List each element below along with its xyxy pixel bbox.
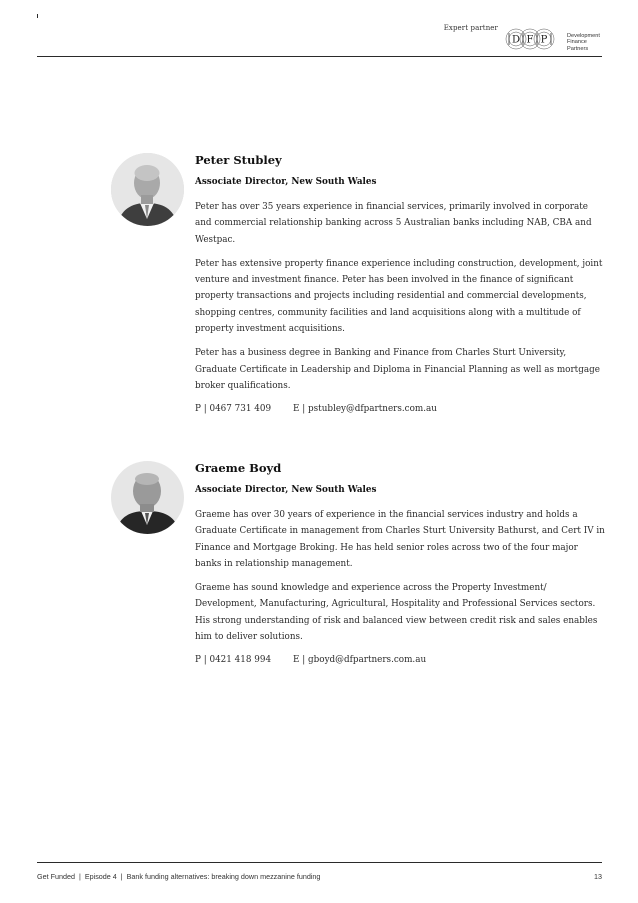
logo-letter-p: P bbox=[540, 34, 548, 46]
header-corner-mark bbox=[37, 14, 38, 18]
bio-paragraph: Graeme has sound knowledge and experience across the Property Investment/ Development, Manufacturing, Agricultural, Hospitality and Professional Services sectors. His strong understanding of risk and balanced view between credit risk and sales enables him to deliver solutions. bbox=[195, 583, 598, 643]
person-role: Associate Director, New South Wales bbox=[195, 177, 377, 187]
contact-line bbox=[195, 653, 605, 667]
bio-paragraph: Graeme has over 30 years of experience in the financial services industry and holds a Graduate Certificate in management from Charles Sturt University Bathurst, and Cert IV in Finance and Mortgage Broking. He has held senior roles across two of the four major banks in relationship management. bbox=[195, 510, 605, 569]
bio-paragraph: Peter has over 35 years experience in financial services, primarily involved in corporate and commercial relationship banking across 5 Australian banks including NAB, CBA and Westpac. bbox=[195, 202, 592, 245]
bio-paragraph: Peter has extensive property finance experience including construction, development, joint venture and investment finance. Peter has been involved in the finance of significant property transactions and projects including residential and commercial developments, shopping centres, community facilities and land acquisitions along with a multitude of property investment acquisitions. bbox=[195, 258, 603, 335]
logo-word-3: Partners bbox=[567, 45, 589, 52]
person-name: Peter Stubley bbox=[195, 153, 282, 167]
email-address[interactable]: E | pstubley@dfpartners.com.au bbox=[293, 404, 437, 415]
logo-letter-f: F bbox=[526, 34, 534, 46]
person-card-graeme bbox=[195, 461, 605, 667]
bio-paragraph: Peter has a business degree in Banking and Finance from Charles Sturt University, Graduate Certificate in Leadership and Diploma in Financial Planning as well as mortgage broker qualifications. bbox=[195, 348, 600, 391]
footer-text: Get Funded | Episode 4 | Bank funding alternatives: breaking down mezzanine funding bbox=[37, 872, 321, 881]
phone-number: P | 0421 418 994 bbox=[195, 655, 272, 666]
logo-letter-d: D bbox=[511, 34, 521, 46]
person-portrait-icon bbox=[111, 153, 184, 226]
contact-line bbox=[195, 402, 605, 416]
phone-number: P | 0467 731 409 bbox=[195, 404, 272, 415]
logo-word-2: Finance bbox=[567, 39, 587, 46]
person-card-peter bbox=[195, 153, 605, 416]
page-number: 13 bbox=[594, 872, 602, 881]
person-role: Associate Director, New South Wales bbox=[195, 485, 377, 495]
person-portrait-icon bbox=[111, 461, 184, 534]
header-rule bbox=[37, 56, 602, 57]
person-name: Graeme Boyd bbox=[195, 461, 282, 475]
logo-wordmark bbox=[567, 33, 600, 52]
footer-rule bbox=[37, 862, 602, 863]
expert-partner-label: Expert partner bbox=[443, 24, 498, 32]
email-address[interactable]: E | gboyd@dfpartners.com.au bbox=[293, 655, 427, 666]
logo-word-1: Development bbox=[567, 33, 600, 39]
